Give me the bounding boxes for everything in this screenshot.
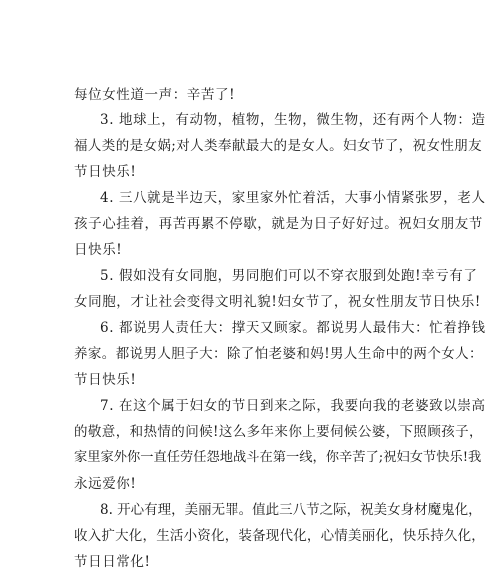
text-line: 家里家外你一直任劳任怨地战斗在第一线，你辛苦了;祝妇女节快乐!我 <box>74 450 482 465</box>
text-line: 8. 开心有理，美丽无罪。值此三八节之际，祝美女身材魔鬼化， <box>100 502 482 518</box>
text-line: 3. 地球上，有动物，植物，生物，微生物，还有两个人物：造 <box>100 112 486 128</box>
text-line: 收入扩大化，生活小资化，装备现代化，心情美丽化，快乐持久化， <box>74 528 485 544</box>
text-line: 孩子心挂着，再苦再累不停歇，就是为日子好好过。祝妇女朋友节 <box>74 216 483 232</box>
text-line: 福人类的是女娲;对人类奉献最大的是女人。妇女节了，祝女性朋友 <box>74 138 483 154</box>
text-line: 日快乐! <box>74 242 123 258</box>
text-line: 节日快乐! <box>74 164 137 180</box>
text-line: 的敬意，和热情的问候!这么多年来你上要伺候公婆，下照顾孩子， <box>74 424 483 440</box>
text-line: 5. 假如没有女同胞，男同胞们可以不穿衣服到处跑!幸亏有了 <box>100 268 478 284</box>
text-line: 节日快乐! <box>74 372 137 388</box>
text-line: 养家。都说男人胆子大：除了怕老婆和妈!男人生命中的两个女人： <box>74 346 483 362</box>
text-line: 女同胞，才让社会变得文明礼貌!妇女节了，祝女性朋友节日快乐! <box>74 294 481 310</box>
text-line: 6. 都说男人责任大：撑天又顾家。都说男人最伟大：忙着挣钱 <box>100 320 486 336</box>
text-line: 每位女性道一声：辛苦了! <box>74 87 236 103</box>
text-line: 4. 三八就是半边天，家里家外忙着活，大事小情紧张罗，老人 <box>100 190 486 206</box>
text-line: 永远爱你! <box>74 476 137 492</box>
text-line: 节日日常化! <box>74 554 151 570</box>
text-line: 7. 在这个属于妇女的节日到来之际，我要向我的老婆致以崇高 <box>100 398 486 414</box>
